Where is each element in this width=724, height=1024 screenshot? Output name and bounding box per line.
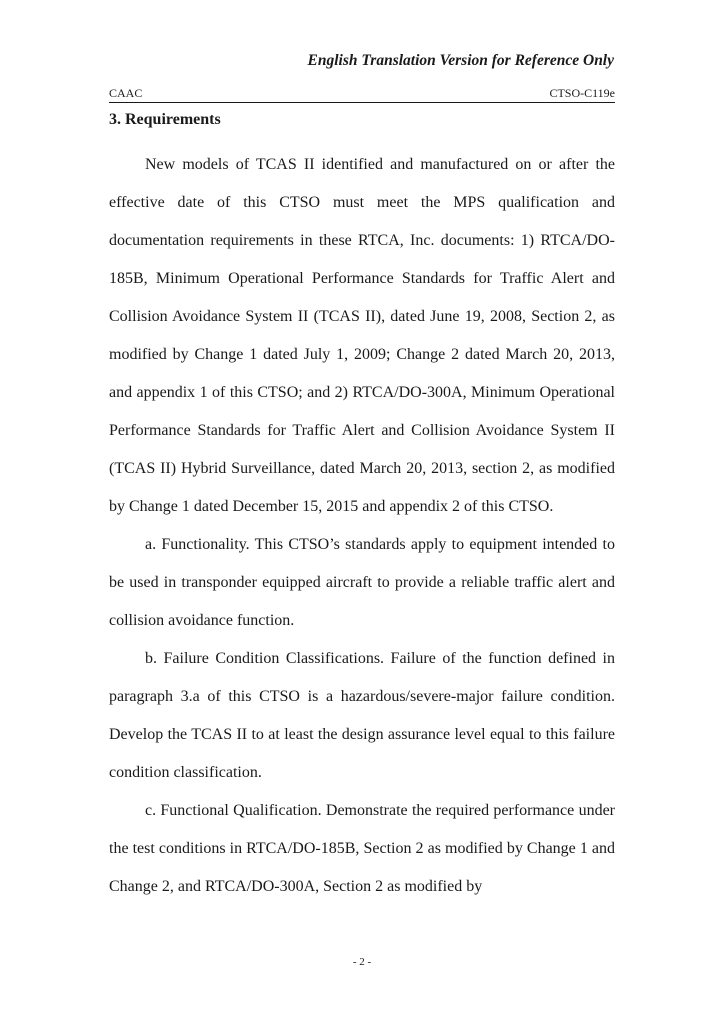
translation-note: English Translation Version for Reference Only bbox=[307, 52, 614, 69]
paragraph-functionality: a. Functionality. This CTSO’s standards apply to equipment intended to be used in transponder equipped aircraft to provide a reliable traffic alert and collision avoidance function. bbox=[109, 536, 615, 629]
header-organization: CAAC bbox=[109, 86, 143, 100]
paragraph-requirements-intro: New models of TCAS II identified and manufactured on or after the effective date of this CTSO must meet the MPS qualification and documentation requirements in these RTCA, Inc. documents: 1) RTCA/DO-185B, Minimum Operational Performance Standards for Traffic Alert and Collision Avoidance System II (TCAS II), dated June 19, 2008, Section 2, as modified by Change 1 dated July 1, 2009; Change 2 dated March 20, 2013, and appendix 1 of this CTSO; and 2) RTCA/DO-300A, Minimum Operational Performance Standards for Traffic Alert and Collision Avoidance System II (TCAS II) Hybrid Surveillance, dated March 20, 2013, section 2, as modified by Change 1 dated December 15, 2015 and appendix 2 of this CTSO. bbox=[109, 156, 615, 515]
section-heading: 3. Requirements bbox=[109, 111, 221, 128]
page-header bbox=[109, 86, 615, 103]
paragraph-functional-qualification: c. Functional Qualification. Demonstrate the required performance under the test conditions in RTCA/DO-185B, Section 2 as modified by Change 1 and Change 2, and RTCA/DO-300A, Section 2 as modified by bbox=[109, 802, 615, 895]
page-number: - 2 - bbox=[352, 956, 372, 968]
paragraph-failure-condition: b. Failure Condition Classifications. Failure of the function defined in paragraph 3.a of this CTSO is a hazardous/severe-major failure condition. Develop the TCAS II to at least the design assurance level equal to this failure condition classification. bbox=[109, 650, 615, 781]
document-body bbox=[109, 108, 615, 906]
header-document-id: CTSO-C119e bbox=[549, 86, 615, 100]
